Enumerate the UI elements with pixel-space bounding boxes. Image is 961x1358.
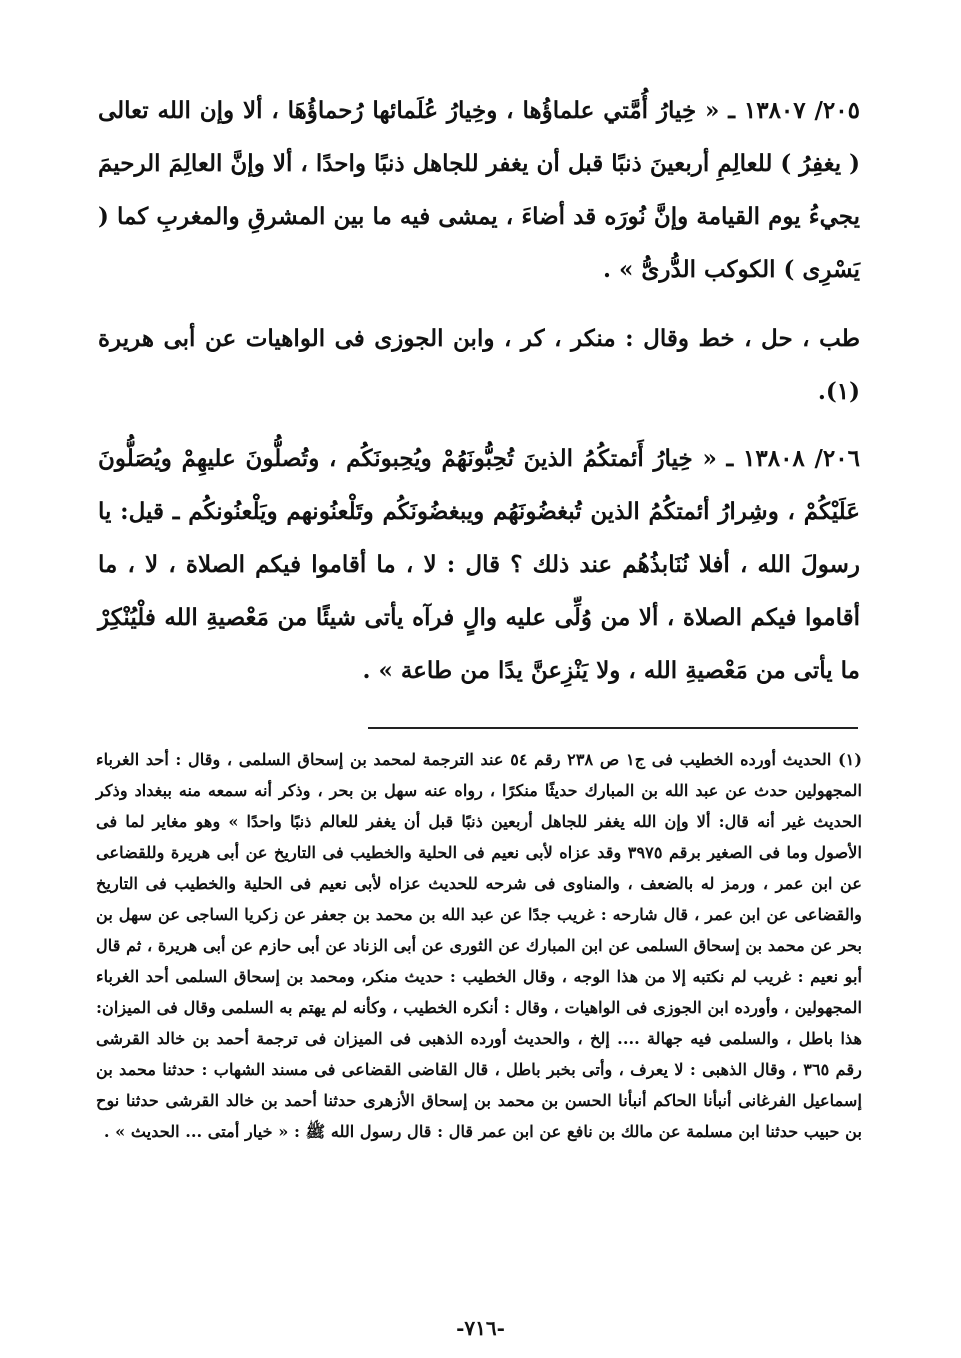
- page-number: -٧١٦-: [456, 1316, 505, 1340]
- footnote-1: (١) الحديث أورده الخطيب فى ج١ ص ٢٣٨ رقم ٥٤ عند الترجمة لمحمد بن إسحاق السلمى ، وقال : أحد الغرباء المجهولين حدث عن عبد الله بن المبارك حديثًا منكرًا ، رواه عنه سهل بن بحر ، وذكر أنه سمعه منه ببغداد وذكر الحديث غير أنه قال: ألا وإن الله يغفر للجاهل أربعين ذنبًا قبل أن يغفر للعالم ذنبًا واحدًا » وهو مغاير لما فى الأصول وما فى الصغير برقم ٣٩٧٥ وقد عزاه لأبى نعيم فى الحلية والخطيب فى التاريخ عن أبى هريرة وللقضاعى عن ابن عمر ، ورمز له بالضعف ، والمناوى فى شرحه للحديث عزاه لأبى نعيم فى الحلية والخطيب فى التاريخ والقضاعى عن ابن عمر ، قال شارحه : غريب جدًا عن عبد الله بن محمد بن جعفر عن زكريا الساجى عن سهل بن بحر عن محمد بن إسحاق السلمى عن ابن المبارك عن الثورى عن أبى الزناد عن أبى حازم عن أبى هريرة ، ثم قال أبو نعيم : غريب لم نكتبه إلا من هذا الوجه ، وقال الخطيب : حديث منكر، ومحمد بن إسحاق السلمى أحد الغرباء المجهولين ، وأورده ابن الجوزى فى الواهيات ، وقال : أنكره الخطيب ، وكأنه لم يهتم به السلمى وقال فى الميزان: هذا باطل ، والسلمى فيه جهالة .... إلخ ، والحديث أورده الذهبى فى الميزان فى ترجمة أحمد بن خالد القرشى رقم ٣٦٥ ، وقال الذهبى : لا يعرف ، وأتى بخبر باطل ، قال القاضى القضاعى فى مسند الشهاب : حدثنا محمد بن إسماعيل الفرغانى أنبأنا الحاكم أنبأنا الحسن بن محمد بن إسحاق الأزهرى حدثنا أحمد بن خالد القرشى حدثنا نوح بن حبيب حدثنا ابن مسلمة عن مالك بن نافع عن ابن عمر قال : قال رسول الله ﷺ : « خيار أمتى ... الحديث » .: [96, 750, 862, 1141]
- hadith-206: ٢٠٦/ ١٣٨٠٨ ـ « خِيارُ أَئمتكُمُ الذينَ تُحِبُّونَهُمْ ويُحِبونَكُم ، وتُصلُّونَ عليهِمْ ويُصَلُّونَ عَلَيْكُمْ ، وشِرارُ أئمتكُمُ الذين تُبغضُونَهُم ويبغضُونَكُم وتَلْعنُونهم ويَلْعنُونكُم ـ قيل: يا رسولَ الله ، أفلا نُنَابذُهُم عند ذلك ؟ قال : لا ، ما أقاموا فيكم الصلاة ، لا ، ما أقاموا فيكم الصلاة ، ألا من وُلِّى عليه والٍ فرآه يأتى شيئًا من مَعْصيةِ الله فلْيُنْكِرْ ما يأتى من مَعْصيةِ الله ، ولا يَنْزِعنَّ يدًا من طاعة » .: [98, 445, 860, 684]
- hadith-205: ٢٠٥/ ١٣٨٠٧ ـ « خِيارُ أُمَّتي علماؤُها ، وخِيارُ عُلَمائها رُحماؤُهَا ، ألا وإن الله تعالى ( يغفِرُ ) للعالِمِ أربعينَ ذنبًا قبل أن يغفر للجاهل ذنبًا واحدًا ، ألا وإنَّ العالِمَ الرحيمَ يجيءُ يوم القيامة وإنَّ نُورَه قد أضاءَ ، يمشى فيه ما بين المشرقِ والمغربِ كما ( يَسْرِى ) الكوكب الدُّرىُّ » .: [98, 97, 860, 283]
- footnote-divider: [368, 727, 858, 729]
- main-text: [98, 84, 860, 697]
- hadith-205-sources: طب ، حل ، خط وقال : منكر ، كر ، وابن الجوزى فى الواهيات عن أبى هريرة (١).: [98, 325, 861, 405]
- footnotes: [96, 744, 862, 1147]
